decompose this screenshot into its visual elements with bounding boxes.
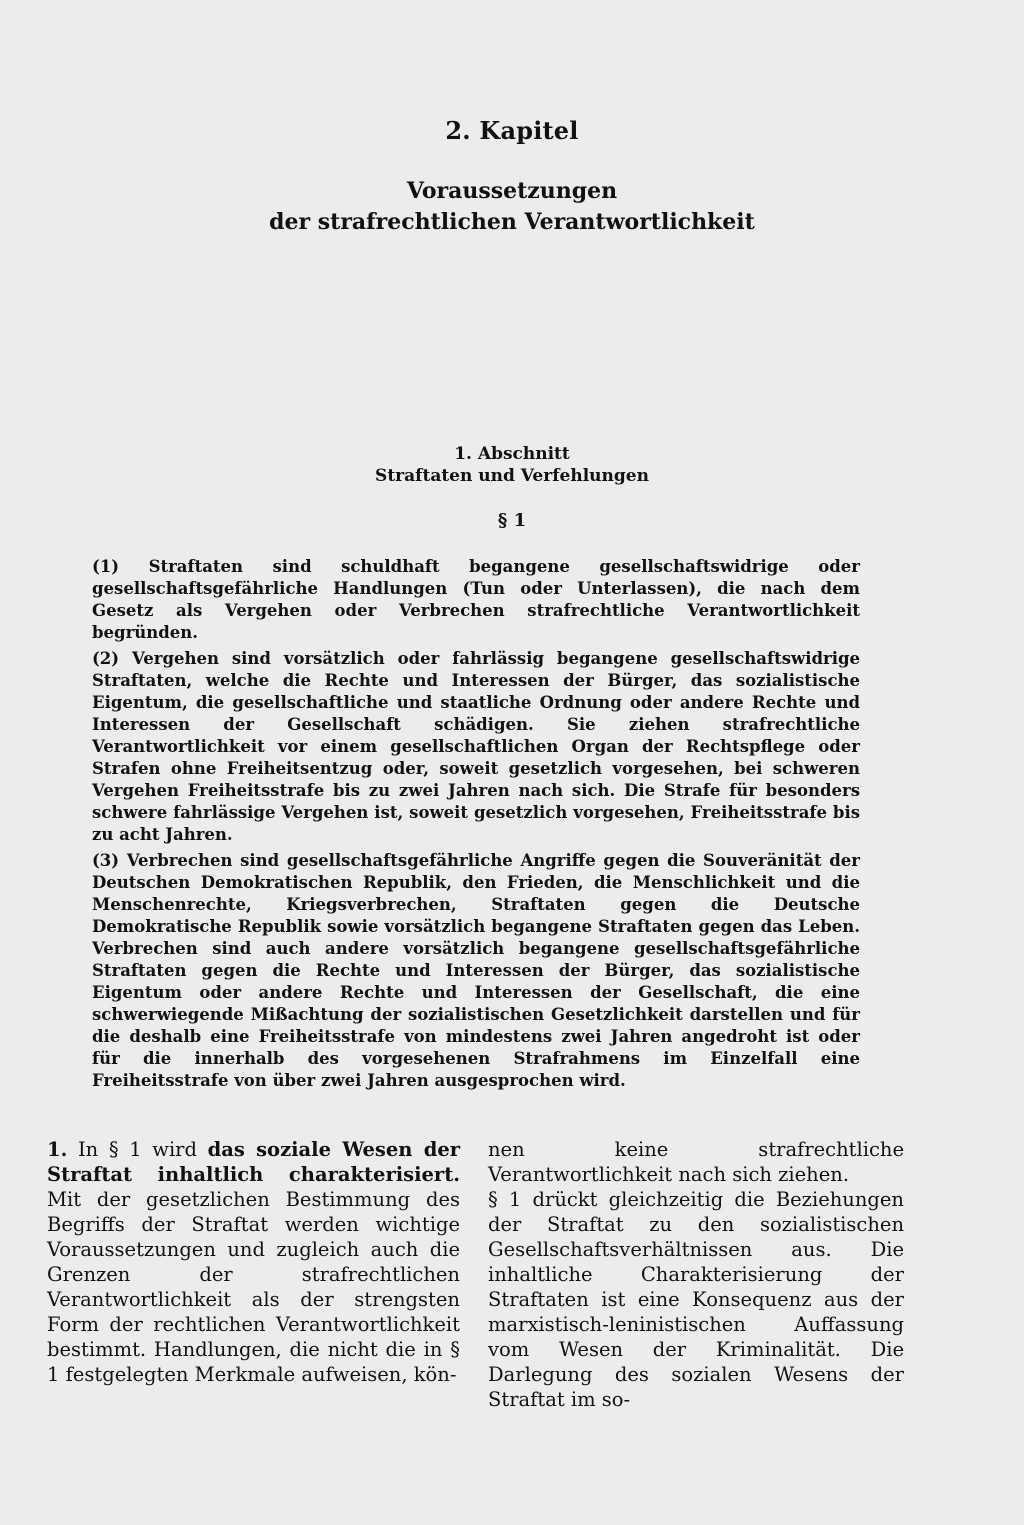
chapter-subtitle <box>0 176 1024 238</box>
law-paragraph-3: (3) Verbrechen sind gesellschaftsgefährliche Angriffe gegen die Souveränität der Deutschen Demokratischen Republik, den Frieden, die Menschlichkeit und die Menschenrechte, Kriegsverbrechen, Straftaten gegen die Deutsche Demokratische Republik sowie vorsätzlich begangene Straftaten gegen das Leben. Verbrechen sind auch andere vorsätzlich begangene gesellschaftsgefährliche Straftaten gegen die Rechte und Interessen der Bürger, das sozialistische Eigentum oder andere Rechte und Interessen der Gesellschaft, die eine schwerwiegende Mißachtung der sozialistischen Gesetzlichkeit darstellen und für die deshalb eine Freiheitsstrafe von mindestens zwei Jahren angedroht ist oder für die innerhalb des vorgesehenen Strafrahmens im Einzelfall eine Freiheitsstrafe von über zwei Jahren ausgesprochen wird. <box>92 851 860 1090</box>
commentary-number: 1. <box>47 1138 68 1161</box>
commentary-left-column <box>47 1137 460 1387</box>
commentary-continuation: nen keine strafrechtliche Verantwortlichkeit nach sich ziehen. <box>488 1138 904 1186</box>
chapter-title: 2. Kapitel <box>445 116 579 145</box>
commentary-right-column <box>488 1137 904 1412</box>
law-paragraph-1: (1) Straftaten sind schuldhaft begangene gesellschaftswidrige oder gesellschaftsgefährliche Handlungen (Tun oder Unterlassen), die nach dem Gesetz als Vergehen oder Verbrechen strafrechtliche Verantwortlichkeit begründen. <box>92 557 860 642</box>
section-number: 1. Abschnitt <box>454 444 570 464</box>
chapter-subtitle-line-2: der strafrechtlichen Verantwortlichkeit <box>269 209 755 235</box>
commentary-rest: Mit der gesetzlichen Bestimmung des Begriffs der Straftat werden wichtige Voraussetzungen und zugleich auch die Grenzen der strafrechtlichen Verantwortlichkeit als der strengsten Form der rechtlichen Verantwortlichkeit bestimmt. Handlungen, die nicht die in § 1 festgelegten Merkmale aufweisen, kön- <box>47 1188 460 1386</box>
chapter-subtitle-line-1: Voraussetzungen <box>406 178 618 204</box>
commentary-lead: In § 1 wird <box>77 1138 197 1161</box>
commentary-bold-text: das soziale Wesen der Straftat inhaltlich charakterisiert. <box>47 1138 461 1186</box>
section-title: Straftaten und Verfehlungen <box>375 466 649 486</box>
commentary-paragraph-2: § 1 drückt gleichzeitig die Beziehungen der Straftat zu den sozialistischen Gesellschaftsverhältnissen aus. Die inhaltliche Charakterisierung der Straftaten ist eine Konsequenz aus der marxistisch-leninistischen Auffassung vom Wesen der Kriminalität. Die Darlegung des sozialen Wesens der Straftat im so- <box>488 1188 904 1411</box>
paragraph-sign: § 1 <box>497 510 527 531</box>
commentary-paragraph-1 <box>47 1137 460 1387</box>
law-paragraph-2: (2) Vergehen sind vorsätzlich oder fahrlässig begangene gesellschaftswidrige Straftaten, welche die Rechte und Interessen der Bürger, das sozialistische Eigentum, die gesellschaftliche und staatliche Ordnung oder andere Rechte und Interessen der Gesellschaft schädigen. Sie ziehen strafrechtliche Verantwortlichkeit vor einem gesellschaftlichen Organ der Rechtspflege oder Strafen ohne Freiheitsentzug oder, soweit gesetzlich vorgesehen, bei schweren Vergehen Freiheitsstrafe bis zu zwei Jahren nach sich. Die Strafe für besonders schwere fahrlässige Vergehen ist, soweit gesetzlich vorgesehen, Freiheitsstrafe bis zu acht Jahren. <box>92 649 860 844</box>
